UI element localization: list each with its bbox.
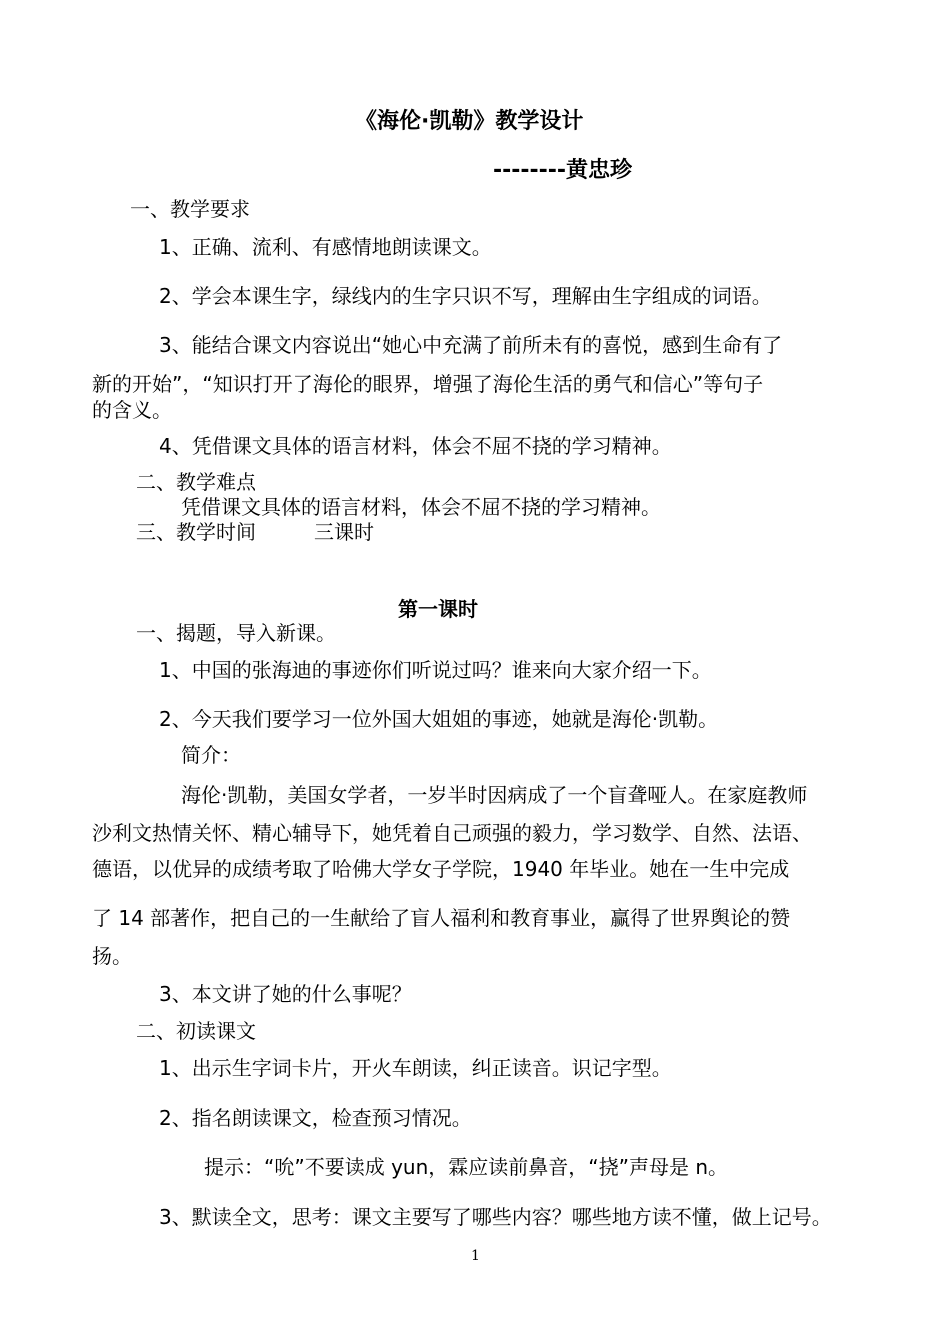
lesson-item: 2、今天我们要学习一位外国大姐姐的事迹，她就是海伦·凯勒。: [159, 707, 719, 731]
lesson-item: 3、本文讲了她的什么事呢？: [159, 982, 412, 1006]
intro-line: 德语，以优异的成绩考取了哈佛大学女子学院，1940 年毕业。她在一生中完成: [92, 857, 790, 881]
section-heading-time: 三、教学时间: [136, 520, 256, 544]
lesson-heading: 第一课时: [398, 597, 478, 621]
part-heading: 一、揭题，导入新课。: [136, 621, 336, 645]
requirement-item-continued: 新的开始”，“知识打开了海伦的眼界，增强了海伦生活的勇气和信心”等句子: [92, 372, 764, 396]
lesson-item: 2、指名朗读课文，检查预习情况。: [159, 1106, 472, 1130]
difficulty-text: 凭借课文具体的语言材料，体会不屈不挠的学习精神。: [181, 495, 661, 519]
page-number: 1: [471, 1248, 480, 1264]
pronunciation-tip: 提示：“吮”不要读成 yun，霖应读前鼻音，“挠”声母是 n。: [204, 1155, 729, 1179]
section-heading-difficulties: 二、教学难点: [136, 470, 256, 494]
intro-label: 简介：: [181, 743, 241, 767]
lesson-item: 1、出示生字词卡片，开火车朗读，纠正读音。识记字型。: [159, 1056, 672, 1080]
requirement-item-continued: 的含义。: [92, 398, 172, 422]
intro-line: 扬。: [92, 944, 132, 968]
intro-line: 海伦·凯勒，美国女学者，一岁半时因病成了一个盲聋哑人。在家庭教师: [181, 783, 808, 807]
intro-line: 沙利文热情关怀、精心辅导下，她凭着自己顽强的毅力，学习数学、自然、法语、: [92, 821, 812, 845]
lesson-item: 1、中国的张海迪的事迹你们听说过吗？谁来向大家介绍一下。: [159, 658, 712, 682]
intro-line: 了 14 部著作，把自己的一生献给了盲人福利和教育事业，赢得了世界舆论的赞: [92, 906, 791, 930]
author-line: --------黄忠珍: [493, 158, 633, 183]
part-heading: 二、初读课文: [136, 1019, 256, 1043]
document-title: 《海伦·凯勒》教学设计: [355, 109, 584, 134]
requirement-item: 3、能结合课文内容说出“她心中充满了前所未有的喜悦，感到生命有了: [159, 333, 783, 357]
requirement-item: 1、正确、流利、有感情地朗读课文。: [159, 235, 492, 259]
section-heading-requirements: 一、教学要求: [130, 197, 250, 221]
lesson-item: 3、默读全文，思考：课文主要写了哪些内容？哪些地方读不懂，做上记号。: [159, 1205, 832, 1229]
requirement-item: 2、学会本课生字，绿线内的生字只识不写，理解由生字组成的词语。: [159, 284, 772, 308]
requirement-item: 4、凭借课文具体的语言材料，体会不屈不挠的学习精神。: [159, 434, 672, 458]
time-value: 三课时: [314, 520, 374, 544]
